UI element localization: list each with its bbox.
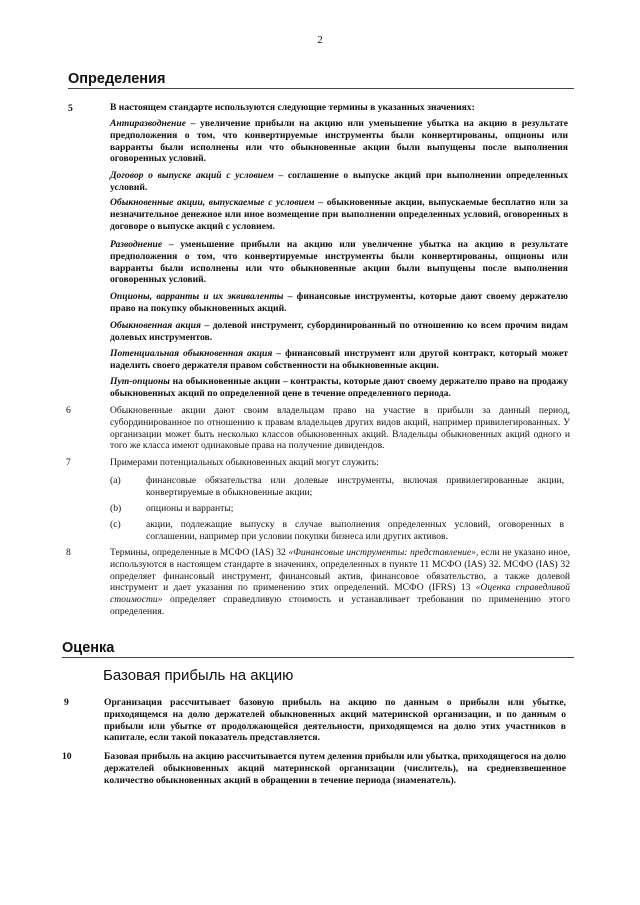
paragraph-number: 10 xyxy=(62,751,72,762)
definition-text: – долевой инструмент, субординированный по отношению ко всем прочим видам долевых инструментов. xyxy=(110,320,568,343)
list-item: опционы и варранты; xyxy=(146,503,234,514)
section-title-definitions: Определения xyxy=(68,71,166,87)
term: Опционы, варранты и их эквиваленты xyxy=(110,291,284,302)
definition-text: – финансовый инструмент или другой контракт, который может наделить своего держателя правом собственности на обыкновенные акции. xyxy=(110,348,568,371)
definition-potential-ordinary-share xyxy=(110,348,568,372)
list-item-label: (b) xyxy=(110,503,122,514)
paragraph-7-intro: Примерами потенциальных обыкновенных акций могут служить: xyxy=(110,457,379,468)
paragraph-number: 7 xyxy=(66,457,71,468)
definition-contingently-issuable-shares xyxy=(110,197,568,232)
paragraph-number: 8 xyxy=(66,547,71,558)
term: Обыкновенная акция xyxy=(110,320,201,331)
section-divider xyxy=(62,657,574,658)
paragraph-8 xyxy=(110,547,570,618)
paragraph-number: 6 xyxy=(66,405,71,416)
paragraph-9: Организация рассчитывает базовую прибыль на акцию по данным о прибыли или убытке, приходящемся на долю держателей обыкновенных акций материнской организации, и по данным о прибыли или убытке от продолжающейся деятельности, приходящемся на долю этих участников в капитале, если такой показатель представляется. xyxy=(104,697,566,744)
term: Антиразводнение xyxy=(110,118,186,129)
page-number: 2 xyxy=(317,34,323,46)
definition-contingent-share-agreement xyxy=(110,170,568,194)
paragraph-text: определяет справедливую стоимость и устанавливает требования по применению этого определения. xyxy=(110,594,570,617)
paragraph-number: 5 xyxy=(68,103,73,114)
definition-put-options xyxy=(110,376,568,400)
definition-text: – увеличение прибыли на акцию или уменьшение убытка на акцию в результате предположения о том, что конвертируемые инструменты были конвертированы, опционы или варранты были исполнены или что обыкновенные акции были выпущены после выполнения оговоренных условий. xyxy=(110,118,568,165)
definition-text: – соглашение о выпуске акций при выполнении определенных условий. xyxy=(110,170,568,193)
list-item: акции, подлежащие выпуску в случае выполнения определенных условий, оговоренных в соглашении, например при условии покупки бизнеса или других активов. xyxy=(146,519,564,542)
paragraph-text: Термины, определенные в МСФО (IAS) 32 xyxy=(110,547,289,558)
list-item-label: (a) xyxy=(110,475,121,486)
section-divider xyxy=(68,88,574,89)
term: Обыкновенные акции, выпускаемые с условием xyxy=(110,197,315,208)
standard-title: «Оценка справедливой стоимости» xyxy=(110,582,570,606)
definition-antidilution xyxy=(110,118,568,165)
list-item: финансовые обязательства или долевые инструменты, включая привилегированные акции, конвертируемые в обыкновенные акции; xyxy=(146,475,564,498)
term: Договор о выпуске акций с условием xyxy=(110,170,274,181)
definition-dilution xyxy=(110,239,568,286)
term: Разводнение xyxy=(110,239,163,250)
definition-options-warrants xyxy=(110,291,568,315)
list-item-label: (c) xyxy=(110,519,121,530)
paragraph-text: , если не указано иное, используются в настоящем стандарте в значениях, определенных в пункте 11 МСФО (IAS) 32. МСФО (IAS) 32 определяет финансовый инструмент, финансовый актив, финансовое обязательство, а также долевой инструмент и дает указания по применению этих определений. МСФО (IFRS) 13 xyxy=(110,547,570,594)
definition-text: – обыкновенные акции, выпускаемые бесплатно или за незначительное денежное или иное возмещение при выполнении определенных условий, оговоренных в договоре о выпуске акций с условием. xyxy=(110,197,568,232)
term: Потенциальная обыкновенная акция xyxy=(110,348,273,359)
paragraph-5-intro: В настоящем стандарте используются следующие термины в указанных значениях: xyxy=(110,102,475,113)
definition-text: – финансовые инструменты, которые дают своему держателю право на покупку обыкновенных акций. xyxy=(110,291,569,314)
subsection-title-basic-eps: Базовая прибыль на акцию xyxy=(103,667,294,684)
paragraph-number: 9 xyxy=(64,697,69,708)
definition-text: на обыкновенные акции – контракты, которые дают своему держателю право на продажу обыкновенных акций по определенной цене в течение определенного периода. xyxy=(110,376,568,399)
paragraph-10: Базовая прибыль на акцию рассчитывается путем деления прибыли или убытка, приходящегося на долю держателей обыкновенных акций материнской организации (числитель), на средневзвешенное количество обыкновенных акций в обращении в течение периода (знаменатель). xyxy=(104,751,566,786)
definition-ordinary-share xyxy=(110,320,568,344)
section-title-evaluation: Оценка xyxy=(62,640,115,656)
definition-text: – уменьшение прибыли на акцию или увеличение убытка на акцию в результате предположения о том, что конвертируемые инструменты были конвертированы, опционы или варранты были исполнены или что обыкновенные акции были выпущены после выполнения оговоренных условий. xyxy=(110,239,568,286)
standard-title: «Финансовые инструменты: представление» xyxy=(288,547,476,558)
paragraph-6: Обыкновенные акции дают своим владельцам право на участие в прибыли за данный период, субординированное по отношению к правам владельцев других видов акций, например привилегированных. У организации может быть несколько классов обыкновенных акций. Владельцы обыкновенных акций одного и того же класса имеют одинаковые права на получение дивидендов. xyxy=(110,405,570,452)
term: Пут-опционы xyxy=(110,376,170,387)
